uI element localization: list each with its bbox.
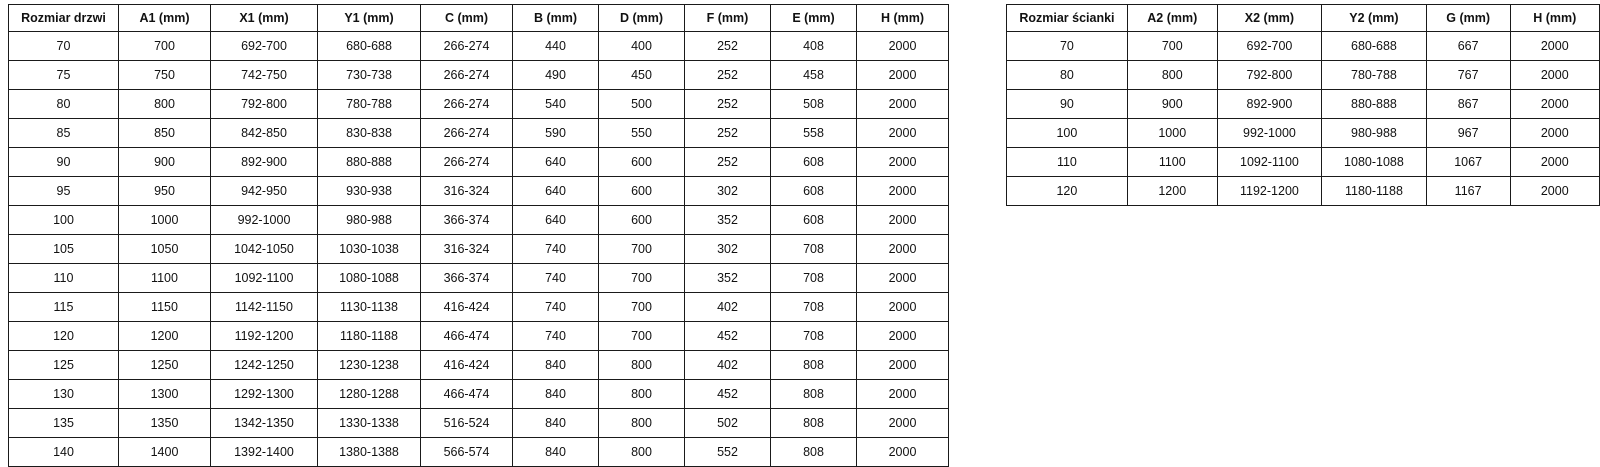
door-cell: 608: [771, 177, 857, 206]
wall-table-head: [1007, 5, 1600, 32]
door-cell: 608: [771, 206, 857, 235]
door-cell: 1050: [119, 235, 211, 264]
door-column-header: A1 (mm): [119, 5, 211, 32]
door-cell: 2000: [857, 351, 949, 380]
door-cell: 2000: [857, 61, 949, 90]
door-cell: 85: [9, 119, 119, 148]
table-row: [9, 148, 949, 177]
door-table-head: [9, 5, 949, 32]
table-row: [9, 322, 949, 351]
door-cell: 135: [9, 409, 119, 438]
wall-cell: 2000: [1510, 90, 1599, 119]
door-cell: 2000: [857, 409, 949, 438]
door-cell: 110: [9, 264, 119, 293]
door-cell: 600: [599, 206, 685, 235]
wall-cell: 1067: [1426, 148, 1510, 177]
door-cell: 502: [685, 409, 771, 438]
door-cell: 95: [9, 177, 119, 206]
door-cell: 942-950: [211, 177, 318, 206]
door-cell: 1292-1300: [211, 380, 318, 409]
door-cell: 540: [513, 90, 599, 119]
door-cell: 252: [685, 32, 771, 61]
door-cell: 400: [599, 32, 685, 61]
table-row: [1007, 32, 1600, 61]
door-cell: 1150: [119, 293, 211, 322]
door-cell: 266-274: [421, 148, 513, 177]
door-cell: 750: [119, 61, 211, 90]
door-cell: 950: [119, 177, 211, 206]
table-row: [1007, 61, 1600, 90]
wall-cell: 792-800: [1217, 61, 1321, 90]
door-cell: 2000: [857, 177, 949, 206]
door-cell: 1342-1350: [211, 409, 318, 438]
door-cell: 800: [599, 409, 685, 438]
door-cell: 508: [771, 90, 857, 119]
wall-cell: 1192-1200: [1217, 177, 1321, 206]
door-cell: 2000: [857, 206, 949, 235]
door-cell: 500: [599, 90, 685, 119]
table-row: [1007, 119, 1600, 148]
wall-table-body: [1007, 32, 1600, 206]
wall-column-header: Y2 (mm): [1322, 5, 1427, 32]
wall-cell: 80: [1007, 61, 1128, 90]
door-cell: 450: [599, 61, 685, 90]
wall-cell: 1000: [1127, 119, 1217, 148]
door-column-header: B (mm): [513, 5, 599, 32]
door-cell: 458: [771, 61, 857, 90]
door-cell: 1092-1100: [211, 264, 318, 293]
door-cell: 2000: [857, 119, 949, 148]
door-column-header: Y1 (mm): [318, 5, 421, 32]
table-row: [9, 32, 949, 61]
table-row: [1007, 177, 1600, 206]
wall-cell: 2000: [1510, 61, 1599, 90]
wall-column-header: X2 (mm): [1217, 5, 1321, 32]
door-cell: 408: [771, 32, 857, 61]
door-cell: 252: [685, 61, 771, 90]
door-cell: 708: [771, 322, 857, 351]
door-cell: 730-738: [318, 61, 421, 90]
door-cell: 466-474: [421, 380, 513, 409]
wall-cell: 90: [1007, 90, 1128, 119]
wall-cell: 700: [1127, 32, 1217, 61]
door-cell: 402: [685, 351, 771, 380]
door-cell: 452: [685, 380, 771, 409]
table-row: [1007, 148, 1600, 177]
table-row: [9, 293, 949, 322]
door-cell: 1200: [119, 322, 211, 351]
door-cell: 692-700: [211, 32, 318, 61]
wall-cell: 880-888: [1322, 90, 1427, 119]
wall-cell: 1100: [1127, 148, 1217, 177]
door-cell: 700: [119, 32, 211, 61]
door-cell: 640: [513, 177, 599, 206]
table-header-row: [9, 5, 949, 32]
door-cell: 2000: [857, 293, 949, 322]
door-cell: 140: [9, 438, 119, 467]
door-column-header: X1 (mm): [211, 5, 318, 32]
door-cell: 90: [9, 148, 119, 177]
table-row: [9, 438, 949, 467]
door-size-table: [8, 4, 949, 467]
door-cell: 115: [9, 293, 119, 322]
wall-cell: 100: [1007, 119, 1128, 148]
door-cell: 850: [119, 119, 211, 148]
door-cell: 516-524: [421, 409, 513, 438]
door-cell: 366-374: [421, 206, 513, 235]
door-column-header: E (mm): [771, 5, 857, 32]
door-cell: 316-324: [421, 235, 513, 264]
wall-cell: 967: [1426, 119, 1510, 148]
door-cell: 742-750: [211, 61, 318, 90]
door-cell: 600: [599, 148, 685, 177]
door-cell: 590: [513, 119, 599, 148]
door-cell: 1000: [119, 206, 211, 235]
door-cell: 808: [771, 351, 857, 380]
wall-cell: 667: [1426, 32, 1510, 61]
wall-column-header: Rozmiar ścianki: [1007, 5, 1128, 32]
door-cell: 440: [513, 32, 599, 61]
door-cell: 1350: [119, 409, 211, 438]
door-cell: 700: [599, 235, 685, 264]
wall-cell: 1167: [1426, 177, 1510, 206]
door-cell: 120: [9, 322, 119, 351]
door-cell: 800: [599, 438, 685, 467]
wall-column-header: G (mm): [1426, 5, 1510, 32]
door-cell: 700: [599, 322, 685, 351]
table-row: [1007, 90, 1600, 119]
door-cell: 708: [771, 235, 857, 264]
door-cell: 1130-1138: [318, 293, 421, 322]
door-cell: 780-788: [318, 90, 421, 119]
door-cell: 1280-1288: [318, 380, 421, 409]
wall-cell: 767: [1426, 61, 1510, 90]
wall-size-table-container: [1006, 4, 1600, 206]
door-cell: 416-424: [421, 293, 513, 322]
wall-cell: 1180-1188: [1322, 177, 1427, 206]
door-cell: 1380-1388: [318, 438, 421, 467]
door-cell: 2000: [857, 322, 949, 351]
table-row: [9, 351, 949, 380]
wall-cell: 692-700: [1217, 32, 1321, 61]
door-cell: 808: [771, 438, 857, 467]
door-cell: 402: [685, 293, 771, 322]
door-cell: 2000: [857, 380, 949, 409]
door-cell: 700: [599, 264, 685, 293]
door-cell: 266-274: [421, 119, 513, 148]
door-cell: 840: [513, 438, 599, 467]
door-cell: 252: [685, 119, 771, 148]
door-cell: 1192-1200: [211, 322, 318, 351]
door-cell: 100: [9, 206, 119, 235]
table-row: [9, 90, 949, 119]
door-cell: 900: [119, 148, 211, 177]
wall-cell: 1200: [1127, 177, 1217, 206]
door-cell: 552: [685, 438, 771, 467]
wall-cell: 780-788: [1322, 61, 1427, 90]
wall-cell: 110: [1007, 148, 1128, 177]
door-cell: 880-888: [318, 148, 421, 177]
wall-cell: 980-988: [1322, 119, 1427, 148]
wall-cell: 1092-1100: [1217, 148, 1321, 177]
door-cell: 550: [599, 119, 685, 148]
wall-size-table: [1006, 4, 1600, 206]
door-column-header: Rozmiar drzwi: [9, 5, 119, 32]
door-cell: 558: [771, 119, 857, 148]
door-cell: 740: [513, 235, 599, 264]
door-cell: 125: [9, 351, 119, 380]
wall-cell: 900: [1127, 90, 1217, 119]
door-cell: 352: [685, 206, 771, 235]
door-cell: 266-274: [421, 90, 513, 119]
door-cell: 1250: [119, 351, 211, 380]
door-cell: 930-938: [318, 177, 421, 206]
table-row: [9, 264, 949, 293]
door-cell: 640: [513, 148, 599, 177]
door-column-header: F (mm): [685, 5, 771, 32]
wall-cell: 800: [1127, 61, 1217, 90]
wall-column-header: A2 (mm): [1127, 5, 1217, 32]
door-table-body: [9, 32, 949, 467]
door-cell: 252: [685, 148, 771, 177]
table-row: [9, 206, 949, 235]
door-cell: 800: [119, 90, 211, 119]
door-cell: 70: [9, 32, 119, 61]
door-column-header: D (mm): [599, 5, 685, 32]
door-cell: 252: [685, 90, 771, 119]
door-cell: 740: [513, 264, 599, 293]
door-cell: 466-474: [421, 322, 513, 351]
wall-cell: 892-900: [1217, 90, 1321, 119]
wall-cell: 2000: [1510, 119, 1599, 148]
door-cell: 800: [599, 380, 685, 409]
door-cell: 808: [771, 380, 857, 409]
wall-cell: 2000: [1510, 32, 1599, 61]
door-cell: 600: [599, 177, 685, 206]
door-cell: 1230-1238: [318, 351, 421, 380]
door-cell: 2000: [857, 235, 949, 264]
door-cell: 1330-1338: [318, 409, 421, 438]
door-cell: 266-274: [421, 32, 513, 61]
door-cell: 700: [599, 293, 685, 322]
door-cell: 680-688: [318, 32, 421, 61]
wall-cell: 1080-1088: [1322, 148, 1427, 177]
table-header-row: [1007, 5, 1600, 32]
wall-cell: 120: [1007, 177, 1128, 206]
door-cell: 740: [513, 322, 599, 351]
door-cell: 792-800: [211, 90, 318, 119]
wall-cell: 2000: [1510, 177, 1599, 206]
wall-cell: 2000: [1510, 148, 1599, 177]
door-cell: 992-1000: [211, 206, 318, 235]
door-cell: 800: [599, 351, 685, 380]
door-cell: 316-324: [421, 177, 513, 206]
door-cell: 2000: [857, 148, 949, 177]
door-cell: 830-838: [318, 119, 421, 148]
wall-cell: 867: [1426, 90, 1510, 119]
door-cell: 105: [9, 235, 119, 264]
door-cell: 640: [513, 206, 599, 235]
door-cell: 1242-1250: [211, 351, 318, 380]
door-cell: 608: [771, 148, 857, 177]
table-row: [9, 119, 949, 148]
door-cell: 266-274: [421, 61, 513, 90]
wall-cell: 70: [1007, 32, 1128, 61]
door-size-table-container: [8, 4, 949, 467]
door-cell: 842-850: [211, 119, 318, 148]
door-cell: 1180-1188: [318, 322, 421, 351]
door-cell: 2000: [857, 32, 949, 61]
door-cell: 302: [685, 177, 771, 206]
door-cell: 1100: [119, 264, 211, 293]
door-column-header: H (mm): [857, 5, 949, 32]
door-cell: 352: [685, 264, 771, 293]
door-cell: 80: [9, 90, 119, 119]
door-cell: 1300: [119, 380, 211, 409]
door-cell: 1392-1400: [211, 438, 318, 467]
door-cell: 1142-1150: [211, 293, 318, 322]
door-cell: 75: [9, 61, 119, 90]
door-cell: 1400: [119, 438, 211, 467]
table-row: [9, 235, 949, 264]
door-cell: 490: [513, 61, 599, 90]
door-cell: 840: [513, 351, 599, 380]
door-cell: 840: [513, 409, 599, 438]
table-row: [9, 409, 949, 438]
door-cell: 740: [513, 293, 599, 322]
wall-cell: 992-1000: [1217, 119, 1321, 148]
door-column-header: C (mm): [421, 5, 513, 32]
door-cell: 2000: [857, 90, 949, 119]
wall-cell: 680-688: [1322, 32, 1427, 61]
door-cell: 1030-1038: [318, 235, 421, 264]
door-cell: 892-900: [211, 148, 318, 177]
door-cell: 2000: [857, 438, 949, 467]
door-cell: 416-424: [421, 351, 513, 380]
door-cell: 366-374: [421, 264, 513, 293]
door-cell: 302: [685, 235, 771, 264]
door-cell: 980-988: [318, 206, 421, 235]
table-row: [9, 61, 949, 90]
door-cell: 808: [771, 409, 857, 438]
table-row: [9, 380, 949, 409]
door-cell: 708: [771, 293, 857, 322]
door-cell: 708: [771, 264, 857, 293]
wall-column-header: H (mm): [1510, 5, 1599, 32]
door-cell: 1080-1088: [318, 264, 421, 293]
table-row: [9, 177, 949, 206]
door-cell: 1042-1050: [211, 235, 318, 264]
door-cell: 130: [9, 380, 119, 409]
door-cell: 2000: [857, 264, 949, 293]
door-cell: 566-574: [421, 438, 513, 467]
door-cell: 840: [513, 380, 599, 409]
door-cell: 452: [685, 322, 771, 351]
